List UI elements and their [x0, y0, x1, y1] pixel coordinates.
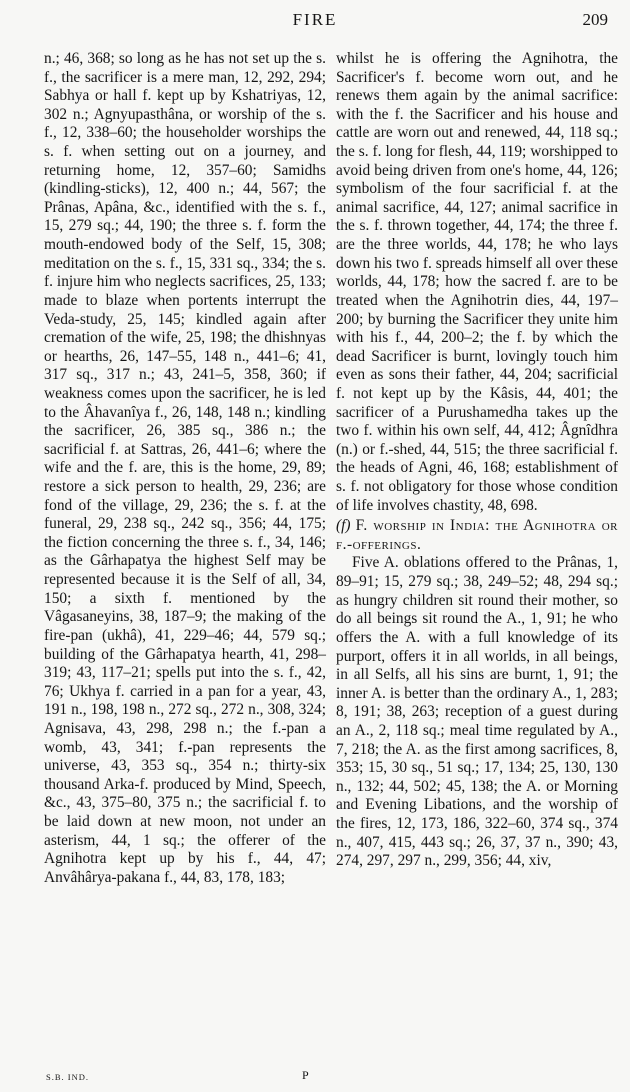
right-column — [336, 50, 618, 871]
left-column-text: n.; 46, 368; so long as he has not set up the s. f., the sacrificer is a mere man, 12, 292, 294; Sabhya or hall f. kept up by Kshatriyas, 12, 302 n.; Agnyupasthâna, or worship of the s. f., 12, 338–60; the householder worships the s. f. when setting out on a journey, and returning home, 12, 357–60; Samidhs (kindling-sticks), 12, 400 n.; 44, 567; the Prânas, Apâna, &c., identified with the s. f., 15, 279 sq.; 44, 190; the three s. f. form the mouth-endowed body of the Self, 15, 308; meditation on the s. f., 15, 331 sq., 334; the s. f. injure him who neglects sacrifices, 25, 133; made to blaze when portents interrupt the Veda-study, 25, 145; kindled again after cremation of the wife, 25, 198; the dhishnyas or hearths, 26, 147–55, 148 n., 441–6; 41, 317 sq., 317 n.; 43, 241–5, 358, 360; if weakness comes upon the sacrificer, he is led to the Âhavanîya f., 26, 148, 148 n.; kindling the sacrificer, 26, 385 sq., 386 n.; the sacrificial f. at Sattras, 26, 441–6; where the wife and the f. are, this is the home, 29, 89; restore a sick person to health, 29, 236; are fond of the village, 29, 236; the s. f. at the funeral, 29, 238 sq., 242 sq., 356; 44, 175; the fiction concerning the three s. f., 34, 146; as the Gârhapatya the highest Self may be represented because it is the Self of all, 34, 150; a sixth f. mentioned by the Vâgasaneyins, 38, 187–9; the making of the fire-pan (ukhâ), 41, 229–46; 44, 579 sq.; building of the Gârhapatya hearth, 41, 298–319; 43, 117–21; spells put into the s. f., 42, 76; Ukhya f. carried in a pan for a year, 43, 191 n., 198, 198 n., 272 sq., 272 n., 308, 324; Agnisava, 43, 298, 298 n.; the f.-pan a womb, 43, 341; f.-pan represents the universe, 43, 353 sq., 354 n.; thirty-six thousand Arka-f. produced by Mind, Speech, &c., 43, 375–80, 375 n.; the sacrificial f. to be laid down at new moon, not under an asterism, 44, 1 sq.; the offerer of the Agnihotra kept up by his f., 44, 47; Anvâhârya-pakana f., 44, 83, 178, 183; — [44, 50, 326, 886]
signature-letter: P — [302, 1068, 309, 1082]
running-title: FIRE — [292, 10, 338, 29]
section-heading — [336, 517, 618, 554]
signature-mark: S.B. IND. — [46, 1072, 90, 1082]
section-heading-text: F. worship in India: the Agnihotra or f.-offerings. — [336, 517, 618, 553]
section-paragraph: Five A. oblations offered to the Prânas, 1, 89–91; 15, 279 sq.; 38, 249–52; 48, 294 sq.; as hungry children sit round their mother, so do all beings sit round the A., 1, 91; he who offers the A. with a full knowledge of its purport, offers it in all worlds, in all beings, in all Selfs, all his sins are burnt, 1, 91; the inner A. is better than the ordinary A., 1, 283; 8, 191; 38, 263; reception of a guest during an A., 2, 118 sq.; meal time regulated by A., 7, 218; the A. as the first among sacrifices, 8, 353; 15, 30 sq., 51 sq.; 17, 134; 25, 130, 130 n., 132; 44, 502; 45, 138; the A. or Morning and Evening Libations, and the worship of the fires, 12, 173, 186, 322–60, 374 sq., 374 n., 407, 415, 443 sq.; 26, 37, 37 n., 390; 43, 274, 297, 297 n., 299, 356; 44, xiv, — [336, 554, 618, 870]
left-column — [44, 50, 326, 887]
page-number: 209 — [582, 10, 608, 29]
section-marker: (f) — [336, 517, 351, 535]
right-column-paragraph: whilst he is offering the Agnihotra, the Sacrificer's f. become worn out, and he renews them again by the animal sacrifice: with the f. the Sacrificer and his house and cattle are worn out and renewed, 44, 118 sq.; the s. f. long for flesh, 44, 119; worshipped to avoid being driven from one's home, 44, 126; symbolism of the four sacrificial f. at the animal sacrifice, 44, 127; animal sacrifice in the s. f. thrown together, 44, 174; the three f. are the three worlds, 44, 178; he who lays down his two f. spreads himself all over these worlds, 44, 178; how the sacred f. are to be treated when the Agnihotrin dies, 44, 197–200; by burning the Sacrificer they unite him with his f., 44, 200–2; the f. by which the dead Sacrificer is burnt, lovingly touch him even as sons their father, 44, 204; sacrificial f. not kept up by the Kâsis, 44, 401; the sacrificer of a Purushamedha takes up the two f. within his own self, 44, 412; Âgnîdhra (n.) or f.-shed, 44, 515; the three sacrificial f. the heads of Agni, 46, 168; establishment of s. f. not obligatory for those whose condition of life involves chastity, 48, 698. — [336, 50, 618, 514]
